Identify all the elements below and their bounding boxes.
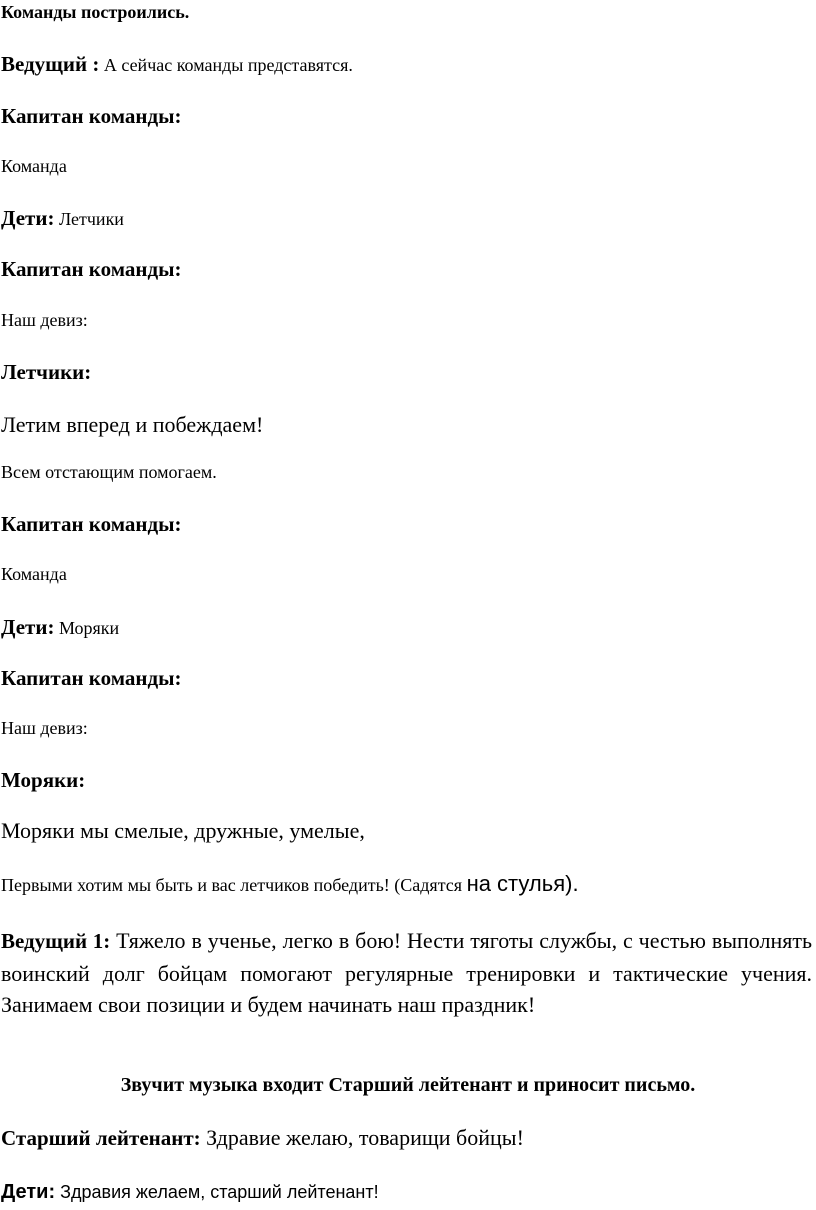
- speech-text: Здравие желаю, товарищи бойцы!: [200, 1125, 524, 1150]
- speech-text: А сейчас команды представятся.: [99, 55, 353, 75]
- speech-text: Моряки: [54, 618, 120, 638]
- speaker-label: Дети:: [1, 1181, 56, 1203]
- speech-text: Здравия желаем, старший лейтенант!: [55, 1182, 379, 1202]
- captain-speech: Команда: [1, 156, 67, 176]
- kids-reply-line: [1, 615, 812, 640]
- speech-text: Тяжело в ученье, легко в бою! Нести тяготы службы, с честью выполнять воинский долг бойцам помогают регулярные тренировки и тактические учения. Занимаем свои позиции и будем начинать наш праздник!: [1, 928, 812, 1017]
- captain-label: Капитан команды:: [1, 104, 182, 128]
- host-paragraph: [1, 925, 812, 1021]
- speaker-label: Дети:: [1, 206, 55, 230]
- captain-speech: Наш девиз:: [1, 718, 88, 738]
- speaker-label: Дети:: [1, 615, 55, 639]
- teams-lined-up-line: Команды построились.: [1, 2, 190, 22]
- speaker-label: Ведущий :: [1, 52, 100, 76]
- captain-label: Капитан команды:: [1, 666, 182, 690]
- motto-line: Всем отстающим помогаем.: [1, 462, 217, 482]
- speech-text: Первыми хотим мы быть и вас летчиков победить! (Садятся: [1, 875, 467, 895]
- motto-line: Моряки мы смелые, дружные, умелые,: [1, 818, 365, 843]
- captain-label: Капитан команды:: [1, 512, 182, 536]
- kids-reply-line: [1, 206, 812, 231]
- kids-final-line: [1, 1180, 812, 1204]
- stage-direction: Звучит музыка входит Старший лейтенант и приносит письмо.: [120, 1074, 696, 1096]
- speaker-label: Ведущий 1:: [1, 929, 111, 953]
- captain-label: Капитан команды:: [1, 257, 182, 281]
- stage-note: на стулья).: [466, 871, 579, 896]
- captain-speech: Команда: [1, 564, 67, 584]
- team-label: Моряки:: [1, 768, 86, 792]
- host-intro-line: [1, 52, 812, 77]
- senior-lieutenant-line: [1, 1125, 812, 1151]
- speaker-label: Старший лейтенант:: [1, 1126, 201, 1150]
- motto-line: [1, 871, 812, 897]
- motto-line: Летим вперед и побеждаем!: [1, 412, 264, 437]
- team-label: Летчики:: [1, 360, 92, 384]
- speech-text: Летчики: [54, 209, 124, 229]
- captain-speech: Наш девиз:: [1, 310, 88, 330]
